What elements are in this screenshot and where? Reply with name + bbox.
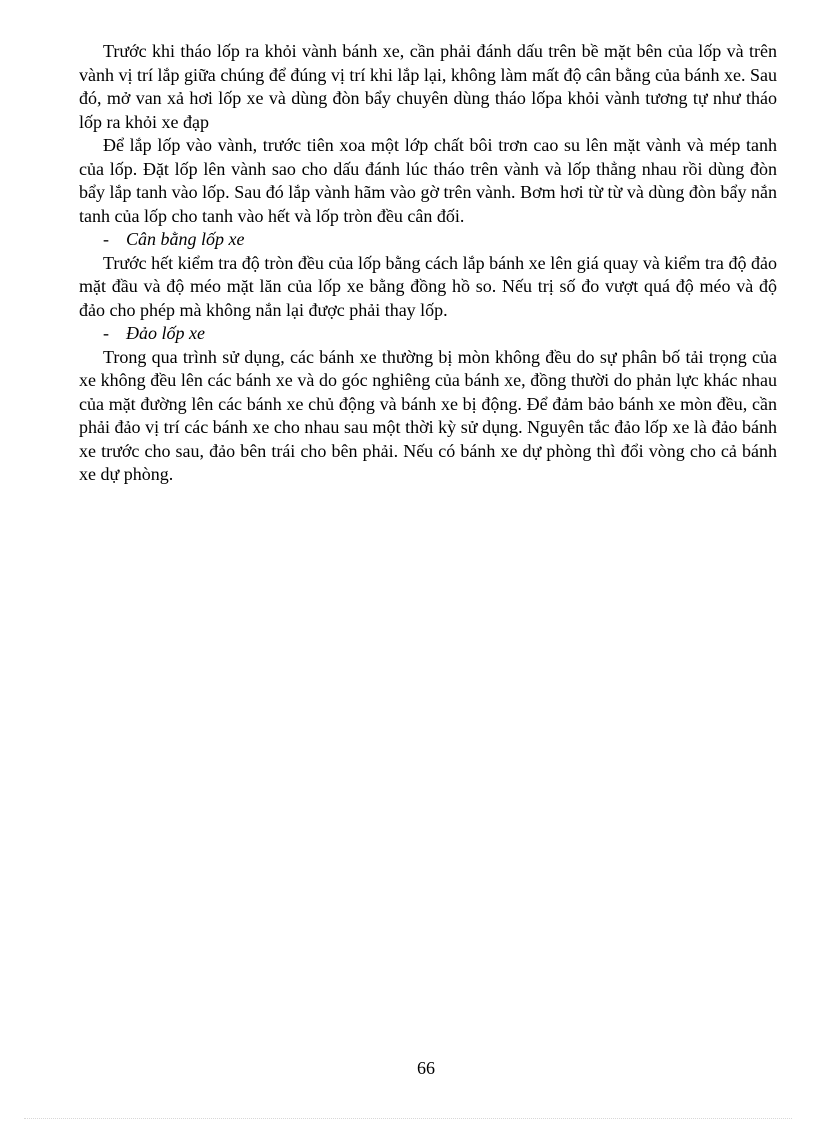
bullet-dash: - xyxy=(103,229,109,249)
paragraph-tire-balancing: Trước hết kiểm tra độ tròn đều của lốp bằng cách lắp bánh xe lên giá quay và kiểm tra độ đảo mặt đầu và độ méo mặt lăn của lốp xe bằng đồng hồ so. Nếu trị số đo vượt quá độ méo và độ đảo cho phép mà không nắn lại được phải thay lốp. xyxy=(79,252,777,320)
page-bottom-divider xyxy=(24,1118,792,1119)
bullet-tire-balancing-label: Cân bằng lốp xe xyxy=(126,229,245,249)
document-body xyxy=(79,40,777,487)
bullet-tire-rotation-label: Đảo lốp xe xyxy=(126,323,205,343)
bullet-tire-rotation xyxy=(79,322,777,346)
page-number: 66 xyxy=(417,1058,435,1078)
paragraph-tire-mounting: Để lắp lốp vào vành, trước tiên xoa một lớp chất bôi trơn cao su lên mặt vành và mép tanh của lốp. Đặt lốp lên vành sao cho dấu đánh lúc tháo trên vành và lốp thẳng nhau rồi dùng đòn bẩy lắp tanh vào lốp. Sau đó lắp vành hãm vào gờ trên vành. Bơm hơi từ từ và dùng đòn bẩy nắn tanh của lốp cho tanh vào hết và lốp tròn đều cân đối. xyxy=(79,135,777,226)
bullet-dash: - xyxy=(103,323,109,343)
bullet-tire-balancing xyxy=(79,228,777,252)
paragraph-tire-removal: Trước khi tháo lốp ra khỏi vành bánh xe, cần phải đánh dấu trên bề mặt bên của lốp và trên vành vị trí lắp giữa chúng để đúng vị trí khi lắp lại, không làm mất độ cân bằng của bánh xe. Sau đó, mở van xả hơi lốp xe và dùng đòn bẩy chuyên dùng tháo lốpa khỏi vành tương tự như tháo lốp ra khỏi xe đạp xyxy=(79,41,777,132)
paragraph-tire-rotation: Trong qua trình sử dụng, các bánh xe thường bị mòn không đều do sự phân bố tải trọng của xe không đều lên các bánh xe và do góc nghiêng của bánh xe, đồng thười do phản lực khác nhau của mặt đường lên các bánh xe chủ động và bánh xe bị động. Để đảm bảo bánh xe mòn đều, cần phải đảo vị trí các bánh xe cho nhau sau một thời kỳ sử dụng. Nguyên tắc đảo lốp xe là đảo bánh xe trước cho sau, đảo bên trái cho bên phải. Nếu có bánh xe dự phòng thì đổi vòng cho cả bánh xe dự phòng. xyxy=(79,346,777,484)
